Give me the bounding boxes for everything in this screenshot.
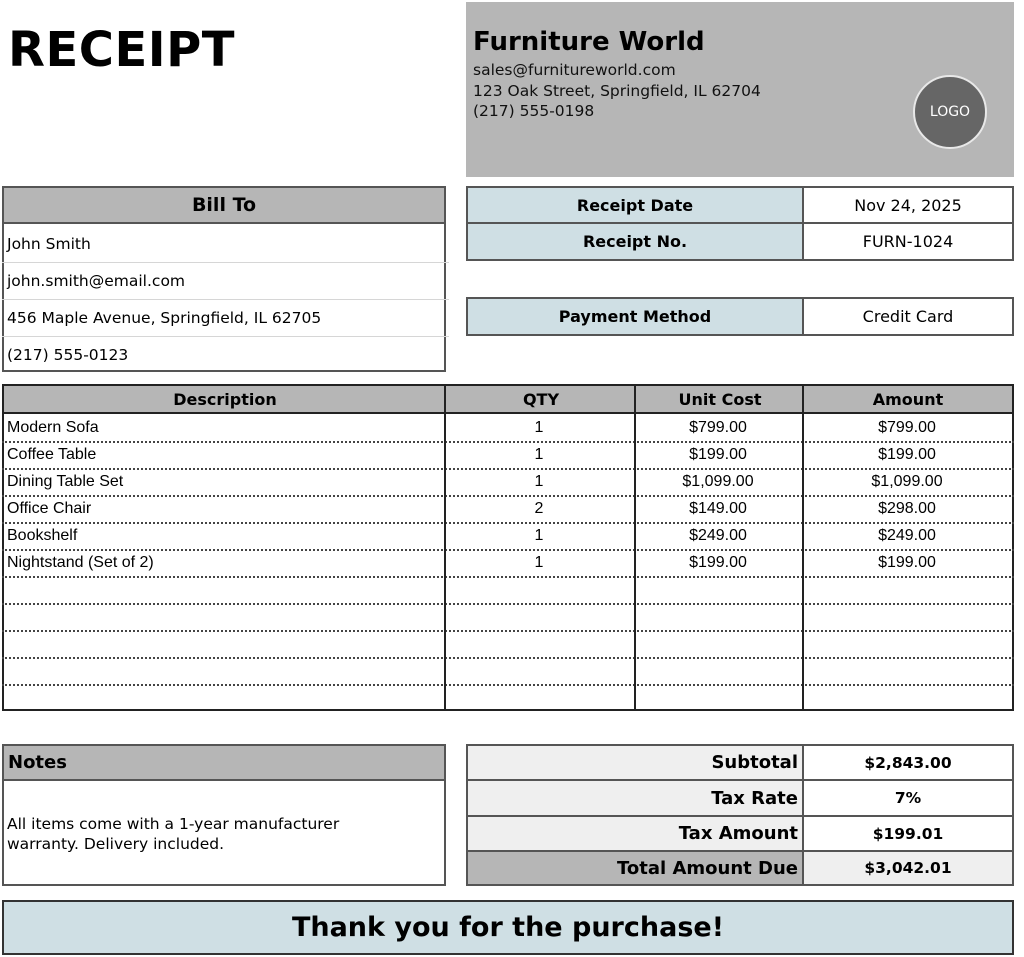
item-description: Office Chair: [7, 499, 92, 517]
item-unit-cost: [634, 657, 802, 684]
payment-method-value: Credit Card: [802, 297, 1014, 336]
item-qty: 1: [534, 526, 544, 544]
receipt-number-label: Receipt No.: [466, 222, 804, 261]
bill-to-address: 456 Maple Avenue, Springfield, IL 62705: [2, 299, 449, 337]
items-header-row: [2, 384, 1014, 414]
item-amount: [802, 603, 1012, 630]
column-header-unit-cost: Unit Cost: [678, 389, 762, 409]
column-divider: [444, 385, 446, 710]
column-header-qty: QTY: [522, 389, 560, 409]
total-due-label: Total Amount Due: [466, 850, 804, 886]
item-amount: $199.00: [878, 445, 936, 463]
bill-to-phone: (217) 555-0123: [7, 345, 129, 364]
column-divider: [634, 385, 636, 710]
table-row: [2, 684, 1014, 711]
receipt-title: RECEIPT: [8, 22, 236, 78]
bill-to-name: John Smith: [2, 225, 449, 263]
item-qty: 1: [534, 445, 544, 463]
item-description: [2, 630, 444, 657]
payment-method-label: Payment Method: [466, 297, 804, 336]
item-qty: [444, 657, 634, 684]
item-qty: [444, 684, 634, 711]
item-unit-cost: $1,099.00: [682, 472, 754, 490]
company-email: sales@furnitureworld.com: [473, 61, 676, 79]
table-row: [2, 603, 1014, 632]
company-phone: (217) 555-0198: [473, 102, 595, 120]
table-row: [2, 630, 1014, 659]
item-unit-cost: $149.00: [689, 499, 747, 517]
bill-to-email: john.smith@email.com: [2, 262, 449, 300]
table-row: [2, 495, 1014, 524]
table-row: [2, 576, 1014, 605]
column-header-description: Description: [173, 389, 277, 409]
receipt-date-label: Receipt Date: [466, 186, 804, 224]
table-row: [2, 522, 1014, 551]
item-unit-cost: [634, 576, 802, 603]
tax-amount-label: Tax Amount: [466, 815, 804, 852]
item-amount: [802, 657, 1012, 684]
item-qty: 2: [534, 499, 544, 517]
item-amount: [802, 576, 1012, 603]
thank-you-banner: Thank you for the purchase!: [2, 900, 1014, 955]
item-description: Nightstand (Set of 2): [7, 553, 154, 571]
item-description: Dining Table Set: [7, 472, 124, 490]
item-unit-cost: $199.00: [689, 445, 747, 463]
item-amount: $199.00: [878, 553, 936, 571]
receipt-date-value: Nov 24, 2025: [802, 186, 1014, 224]
notes-text: [7, 814, 339, 854]
item-description: [2, 657, 444, 684]
logo-placeholder: LOGO: [913, 75, 987, 149]
item-unit-cost: [634, 630, 802, 657]
total-due-value: $3,042.01: [802, 850, 1014, 886]
item-qty: [444, 603, 634, 630]
item-qty: 1: [534, 553, 544, 571]
item-amount: $799.00: [878, 418, 936, 436]
item-qty: 1: [534, 418, 544, 436]
item-qty: [444, 576, 634, 603]
item-unit-cost: [634, 684, 802, 711]
tax-rate-value: 7%: [802, 779, 1014, 817]
subtotal-value: $2,843.00: [802, 744, 1014, 781]
item-description: Modern Sofa: [7, 418, 99, 436]
item-unit-cost: $249.00: [689, 526, 747, 544]
item-qty: [444, 630, 634, 657]
notes-line: warranty. Delivery included.: [7, 835, 225, 853]
column-header-amount: Amount: [872, 389, 944, 409]
item-amount: [802, 630, 1012, 657]
notes-line: All items come with a 1-year manufacturer: [7, 815, 340, 833]
receipt-number-value: FURN-1024: [802, 222, 1014, 261]
company-address: 123 Oak Street, Springfield, IL 62704: [473, 82, 761, 100]
table-row: [2, 657, 1014, 686]
item-description: [2, 684, 444, 711]
table-row: [2, 549, 1014, 578]
table-row: [2, 441, 1014, 470]
item-qty: 1: [534, 472, 544, 490]
item-description: Bookshelf: [7, 526, 78, 544]
tax-rate-label: Tax Rate: [466, 779, 804, 817]
tax-amount-value: $199.01: [802, 815, 1014, 852]
column-divider: [802, 385, 804, 710]
item-unit-cost: $799.00: [689, 418, 747, 436]
item-amount: $1,099.00: [871, 472, 943, 490]
table-row: [2, 468, 1014, 497]
subtotal-label: Subtotal: [466, 744, 804, 781]
item-description: Coffee Table: [7, 445, 97, 463]
item-unit-cost: $199.00: [689, 553, 747, 571]
item-amount: $298.00: [878, 499, 936, 517]
notes-header: Notes: [2, 744, 446, 781]
item-description: [2, 603, 444, 630]
item-description: [2, 576, 444, 603]
bill-to-header: Bill To: [2, 186, 446, 224]
item-unit-cost: [634, 603, 802, 630]
item-amount: $249.00: [878, 526, 936, 544]
company-name: Furniture World: [473, 27, 705, 57]
item-amount: [802, 684, 1012, 711]
table-row: [2, 414, 1014, 443]
